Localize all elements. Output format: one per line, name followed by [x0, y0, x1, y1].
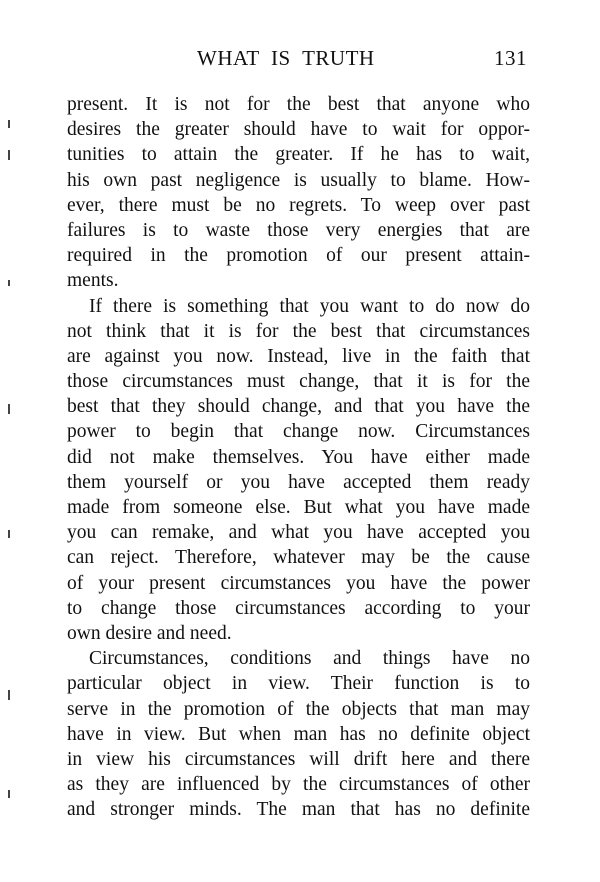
- text-line: as they are influenced by the circumstances of other: [67, 774, 530, 796]
- text-line: have in view. But when man has no definite object: [67, 723, 530, 745]
- text-line: not think that it is for the best that circumstances: [67, 320, 530, 342]
- scan-margin-mark: [8, 530, 10, 538]
- text-line: tunities to attain the greater. If he has to wait,: [67, 144, 530, 166]
- text-line: required in the promotion of our present attain-: [67, 245, 530, 267]
- text-line: you can remake, and what you have accepted you: [67, 522, 530, 544]
- text-line: made from someone else. But what you have made: [67, 497, 530, 518]
- text-line: are against you now. Instead, live in the faith that: [67, 345, 530, 367]
- scan-margin-mark: [8, 120, 10, 128]
- scan-margin-mark: [8, 150, 10, 160]
- text-line: serve in the promotion of the objects that man may: [67, 698, 530, 720]
- text-line: best that they should change, and that you have the: [67, 396, 530, 418]
- page-number: 131: [494, 46, 527, 70]
- text-line: Circumstances, conditions and things have no: [89, 648, 530, 670]
- text-line: did not make themselves. You have either made: [67, 446, 530, 468]
- text-line: his own past negligence is usually to blame. How-: [67, 169, 530, 191]
- text-line: can reject. Therefore, whatever may be the cause: [67, 547, 530, 569]
- text-line: failures is to waste those very energies that are: [67, 219, 530, 241]
- text-line: power to begin that change now. Circumstances: [67, 421, 530, 443]
- running-title: WHAT IS TRUTH: [197, 46, 375, 70]
- body-text: [67, 92, 530, 822]
- text-line: to change those circumstances according to your: [67, 597, 530, 619]
- text-line: present. It is not for the best that anyone who: [67, 94, 530, 115]
- text-line: and stronger minds. The man that has no definite: [67, 799, 530, 821]
- scan-margin-mark: [8, 790, 10, 798]
- text-line: ments.: [67, 270, 119, 292]
- scan-margin-mark: [8, 690, 10, 700]
- text-line: own desire and need.: [67, 622, 232, 644]
- scan-margin-mark: [8, 404, 10, 414]
- text-line: them yourself or you have accepted them ready: [67, 471, 530, 493]
- scan-margin-mark: [8, 280, 10, 286]
- text-line: of your present circumstances you have the power: [67, 572, 530, 594]
- text-line: those circumstances must change, that it is for the: [67, 371, 530, 393]
- text-line: If there is something that you want to do now do: [89, 295, 530, 317]
- text-line: desires the greater should have to wait for oppor-: [67, 119, 530, 141]
- text-line: particular object in view. Their function is to: [67, 673, 530, 695]
- text-line: ever, there must be no regrets. To weep over past: [67, 194, 530, 216]
- text-line: in view his circumstances will drift here and there: [67, 748, 530, 770]
